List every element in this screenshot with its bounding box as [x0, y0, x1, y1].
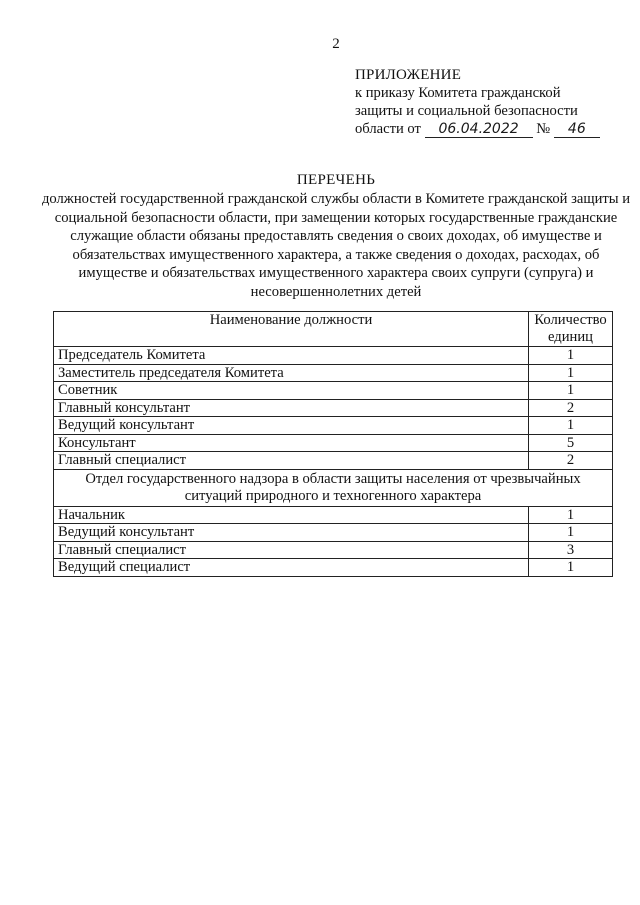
position-cell: Начальник [54, 506, 529, 524]
order-number-label: № [536, 121, 551, 137]
document-title: ПЕРЕЧЕНЬ [296, 172, 376, 188]
document-subtitle: должностей государственной гражданской службы области в Комитете гражданской защиты и социальной безопасности области, при замещении которых государственные гражданские служащие области обязаны предоставлять сведения о своих доходах, об имуществе и обязательствах имущественного характера, а также сведения о доходах, расходах, об имуществе и обязательствах имущественного характера своих супруги (супруга) и несовершеннолетних детей [41, 191, 631, 300]
position-cell: Председатель Комитета [54, 347, 529, 365]
header-position: Наименование должности [54, 312, 529, 347]
header-quantity: Количество единиц [529, 312, 613, 347]
position-cell: Заместитель председателя Комитета [54, 364, 529, 382]
positions-table [53, 311, 613, 577]
quantity-cell: 1 [529, 347, 613, 365]
table-row [54, 347, 613, 365]
position-cell: Ведущий специалист [54, 559, 529, 577]
section-title: Отдел государственного надзора в области защиты населения от чрезвычайных ситуаций природного и техногенного характера [54, 469, 613, 506]
quantity-cell: 1 [529, 506, 613, 524]
table-row [54, 506, 613, 524]
table-row [54, 417, 613, 435]
quantity-cell: 5 [529, 434, 613, 452]
table-row [54, 382, 613, 400]
appendix-date-line [355, 120, 625, 138]
page-number: 2 [332, 36, 340, 52]
table-row [54, 364, 613, 382]
quantity-cell: 2 [529, 399, 613, 417]
appendix-line-2: защиты и социальной безопасности [355, 103, 578, 119]
table-row [54, 524, 613, 542]
position-cell: Главный консультант [54, 399, 529, 417]
section-row [54, 469, 613, 506]
position-cell: Ведущий консультант [54, 417, 529, 435]
position-cell: Ведущий консультант [54, 524, 529, 542]
quantity-cell: 1 [529, 364, 613, 382]
appendix-date-prefix: области от [355, 121, 421, 137]
position-cell: Главный специалист [54, 541, 529, 559]
table-row [54, 452, 613, 470]
appendix-block [355, 66, 625, 138]
quantity-cell: 2 [529, 452, 613, 470]
position-cell: Главный специалист [54, 452, 529, 470]
quantity-cell: 1 [529, 417, 613, 435]
table-row [54, 399, 613, 417]
position-cell: Консультант [54, 434, 529, 452]
appendix-heading: ПРИЛОЖЕНИЕ [355, 67, 462, 83]
table-header-row [54, 312, 613, 347]
table-row [54, 541, 613, 559]
quantity-cell: 1 [529, 524, 613, 542]
table-row [54, 559, 613, 577]
order-number: 46 [554, 122, 600, 138]
position-cell: Советник [54, 382, 529, 400]
quantity-cell: 1 [529, 382, 613, 400]
quantity-cell: 3 [529, 541, 613, 559]
appendix-line-1: к приказу Комитета гражданской [355, 85, 561, 101]
quantity-cell: 1 [529, 559, 613, 577]
order-date: 06.04.2022 [425, 122, 533, 138]
table-row [54, 434, 613, 452]
